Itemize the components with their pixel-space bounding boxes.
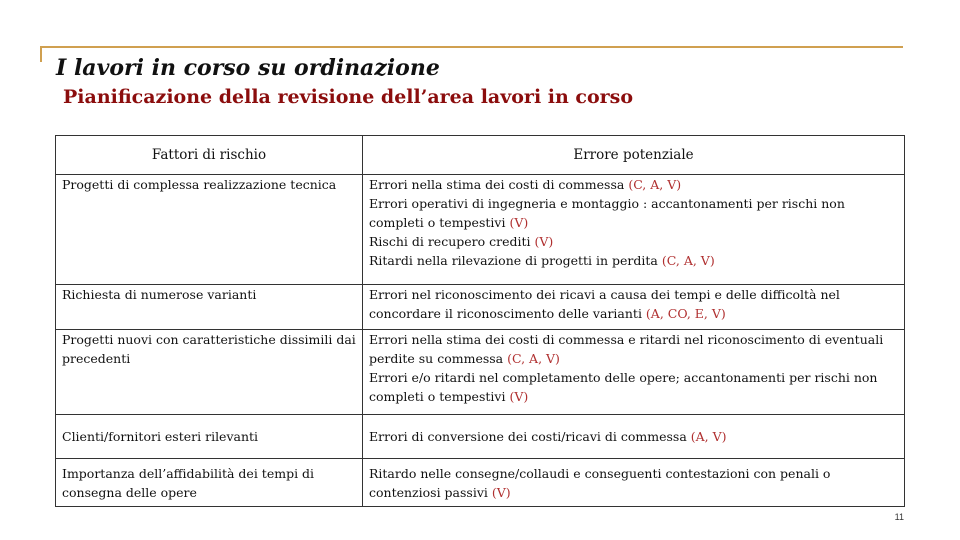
table-row <box>56 459 905 507</box>
error-line: Errori e/o ritardi nel completamento delle opere; accantonamenti per rischi non completi o tempestivi (V) <box>369 370 878 404</box>
error-cell <box>363 415 905 459</box>
table-row <box>56 415 905 459</box>
error-cell <box>363 330 905 415</box>
assertion-code: (A, CO, E, V) <box>645 306 726 321</box>
table-row <box>56 330 905 415</box>
header-potential-error: Errore potenziale <box>363 136 905 175</box>
assertion-code: (A, V) <box>690 429 727 444</box>
table-row <box>56 175 905 285</box>
assertion-code: (V) <box>534 234 554 249</box>
error-line: Rischi di recupero crediti (V) <box>369 234 554 249</box>
error-line: Errori nella stima dei costi di commessa (C, A, V) <box>369 177 682 192</box>
error-line: Errori operativi di ingegneria e montaggio : accantonamenti per rischi non completi o tempestivi (V) <box>369 196 845 230</box>
table-row <box>56 285 905 330</box>
page-number: 11 <box>894 512 904 522</box>
risk-factor-cell: Clienti/fornitori esteri rilevanti <box>56 415 363 459</box>
assertion-code: (C, A, V) <box>628 177 682 192</box>
error-cell <box>363 285 905 330</box>
risk-factor-cell: Progetti di complessa realizzazione tecnica <box>56 175 363 285</box>
error-cell <box>363 175 905 285</box>
left-accent-line <box>40 46 42 62</box>
risk-factor-cell: Progetti nuovi con caratteristiche dissimili dai precedenti <box>56 330 363 415</box>
table-header-row <box>56 136 905 175</box>
assertion-code: (C, A, V) <box>507 351 560 366</box>
header-risk-factors: Fattori di rischio <box>56 136 363 175</box>
error-line: Errori nella stima dei costi di commessa e ritardi nel riconoscimento di eventuali perdite su commessa (C, A, V) <box>369 332 884 366</box>
error-cell <box>363 459 905 507</box>
top-accent-line <box>40 46 903 48</box>
risk-factor-cell: Importanza dell’affidabilità dei tempi di consegna delle opere <box>56 459 363 507</box>
assertion-code: (C, A, V) <box>661 253 715 268</box>
assertion-code: (V) <box>509 389 529 404</box>
error-line: Ritardi nella rilevazione di progetti in perdita (C, A, V) <box>369 253 715 268</box>
error-line: Errori nel riconoscimento dei ricavi a causa dei tempi e delle difficoltà nel concordare il riconoscimento delle varianti (A, CO, E, V) <box>369 287 840 321</box>
error-line: Ritardo nelle consegne/collaudi e conseguenti contestazioni con penali o contenziosi passivi (V) <box>369 465 831 500</box>
risk-table <box>55 135 905 507</box>
assertion-code: (V) <box>509 215 529 230</box>
risk-factor-cell: Richiesta di numerose varianti <box>56 285 363 330</box>
slide-subtitle: Pianificazione della revisione dell’area lavori in corso <box>63 86 634 108</box>
assertion-code: (V) <box>491 484 511 500</box>
slide-title: I lavori in corso su ordinazione <box>56 55 440 81</box>
error-line: Errori di conversione dei costi/ricavi di commessa (A, V) <box>369 429 727 444</box>
